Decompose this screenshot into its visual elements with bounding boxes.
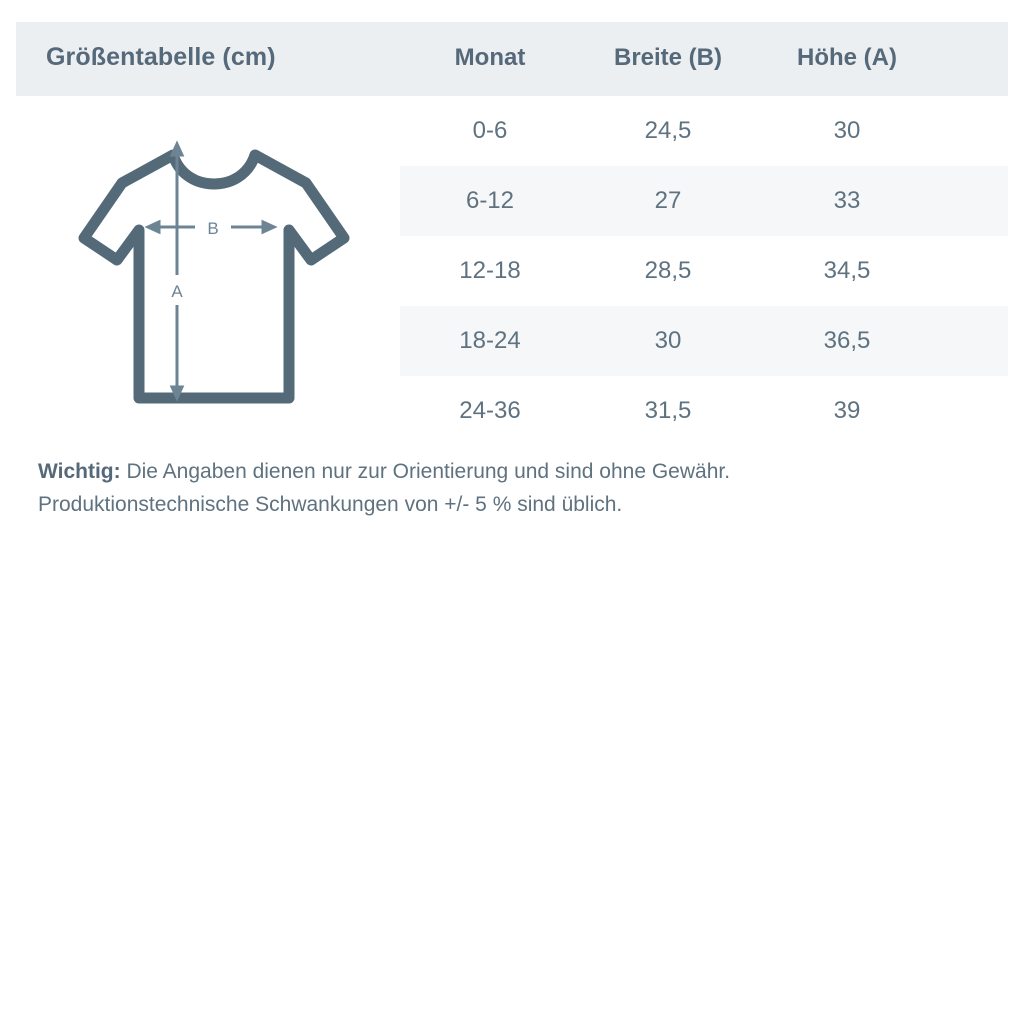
cell-height: 39 — [833, 397, 861, 424]
column-header-height: Höhe (A) — [797, 44, 897, 71]
cell-width: 28,5 — [644, 257, 692, 284]
tshirt-diagram — [60, 120, 400, 440]
page-title: Größentabelle (cm) — [46, 43, 276, 71]
cell-month: 6-12 — [465, 187, 515, 214]
disclaimer-line2: Produktionstechnische Schwankungen von +/- 5 % sind üblich. — [38, 493, 623, 516]
cell-height: 33 — [833, 187, 861, 214]
height-arrow — [172, 144, 182, 398]
cell-width: 30 — [654, 327, 682, 354]
cell-width: 27 — [654, 187, 682, 214]
disclaimer-note — [38, 455, 988, 521]
height-label: A — [171, 282, 183, 301]
cell-height: 36,5 — [823, 327, 871, 354]
disclaimer-lead — [38, 460, 730, 483]
column-header-month: Monat — [454, 44, 526, 71]
tshirt-outline — [84, 155, 344, 398]
cell-month: 0-6 — [472, 117, 508, 144]
cell-month: 12-18 — [459, 257, 521, 284]
cell-width: 24,5 — [644, 117, 692, 144]
cell-width: 31,5 — [644, 397, 692, 424]
table-row — [400, 236, 1008, 306]
disclaimer-line1: Die Angaben dienen nur zur Orientierung und sind ohne Gewähr. — [120, 460, 731, 483]
table-row — [400, 96, 1008, 166]
cell-month: 18-24 — [459, 327, 521, 354]
table-row — [400, 306, 1008, 376]
cell-height: 34,5 — [823, 257, 871, 284]
cell-height: 30 — [833, 117, 861, 144]
table-row — [400, 166, 1008, 236]
column-header-width: Breite (B) — [613, 44, 722, 71]
table-row — [400, 376, 1008, 446]
cell-month: 24-36 — [459, 397, 521, 424]
size-table-rows — [400, 96, 1008, 446]
disclaimer-lead-text: Wichtig: — [38, 460, 121, 483]
width-label: B — [207, 219, 219, 238]
